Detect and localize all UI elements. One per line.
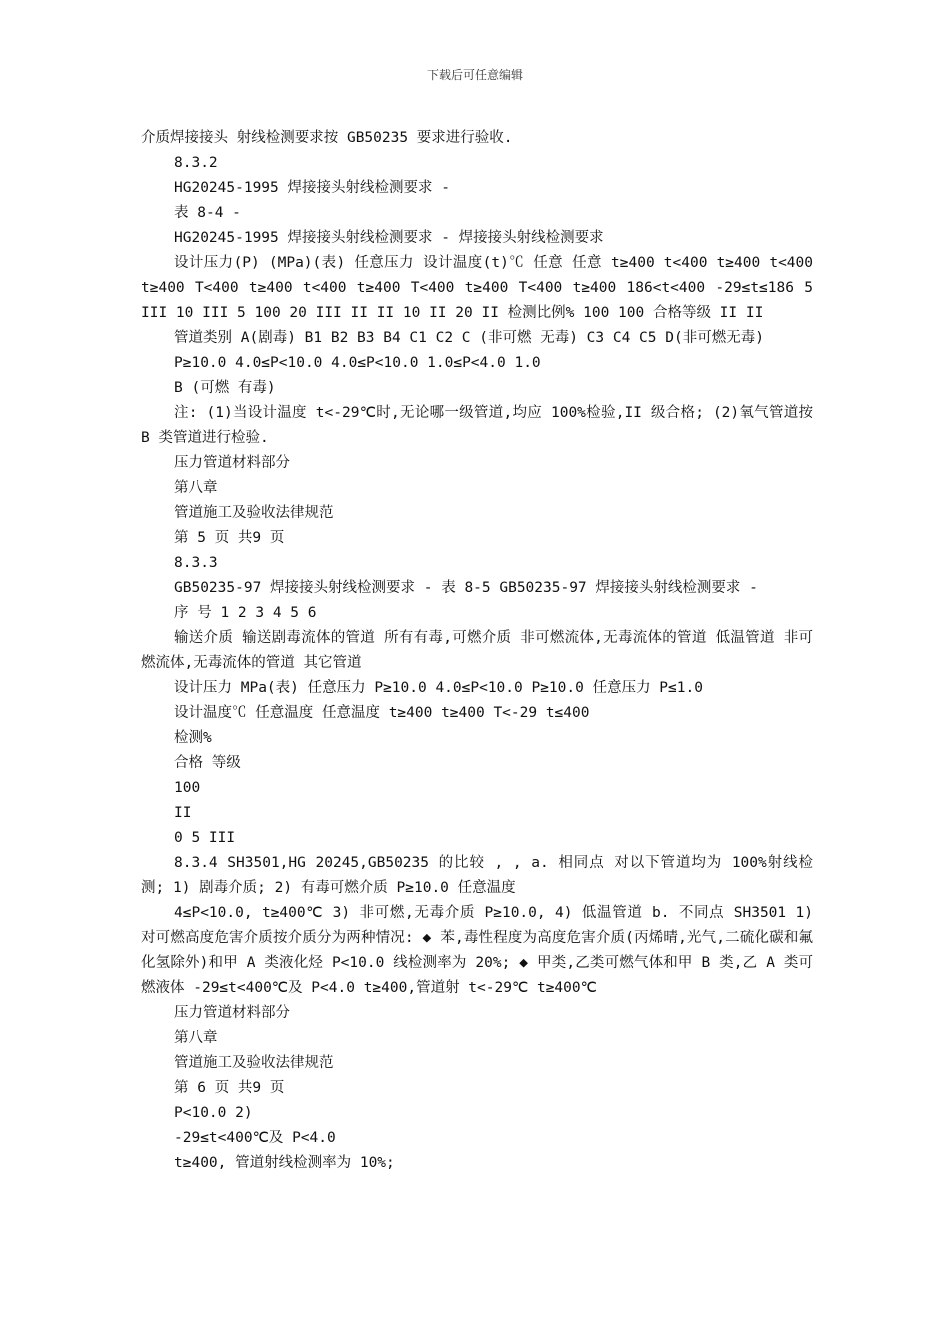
- paragraph: HG20245-1995 焊接接头射线检测要求 -: [174, 180, 450, 196]
- paragraph: 管道施工及验收法律规范: [174, 505, 334, 521]
- paragraph: 管道施工及验收法律规范: [174, 1055, 334, 1071]
- paragraph: B (可燃 有毒): [174, 380, 276, 396]
- paragraph: 管道类别 A(剧毒) B1 B2 B3 B4 C1 C2 C (非可燃 无毒) C3 C4 C5 D(非可燃无毒): [174, 330, 764, 346]
- paragraph: 8.3.4 SH3501,HG 20245,GB50235 的比较 , , a. 相同点 对以下管道均为 100%射线检测; 1) 剧毒介质; 2) 有毒可燃介质 P≥10.0 任意温度: [141, 855, 813, 896]
- paragraph: 第 6 页 共9 页: [174, 1080, 285, 1096]
- page-header: 下载后可任意编辑: [426, 68, 523, 82]
- paragraph: 第 5 页 共9 页: [174, 530, 285, 546]
- paragraph: II: [174, 805, 192, 821]
- paragraph: 8.3.3: [174, 555, 218, 571]
- paragraph: -29≤t<400℃及 P<4.0: [174, 1130, 336, 1146]
- paragraph: 设计压力 MPa(表) 任意压力 P≥10.0 4.0≤P<10.0 P≥10.0 任意压力 P≤1.0: [174, 680, 703, 696]
- paragraph: 0 5 III: [174, 830, 236, 846]
- paragraph: 设计压力(P) (MPa)(表) 任意压力 设计温度(t)℃ 任意 任意 t≥400 t<400 t≥400 t<400 t≥400 T<400 t≥400 t<400 t≥400 T<400 t≥400 T<400 t≥400 186<t<400 -29≤t≤186 5 III 10 III 5 100 20 III II II 10 II 20 II 检测比例% 100 100 合格等级 II II: [141, 255, 813, 321]
- paragraph: GB50235-97 焊接接头射线检测要求 - 表 8-5 GB50235-97 焊接接头射线检测要求 -: [174, 580, 758, 596]
- paragraph: 介质焊接接头 射线检测要求按 GB50235 要求进行验收.: [141, 130, 513, 146]
- paragraph: P<10.0 2): [174, 1105, 253, 1121]
- paragraph: 合格 等级: [174, 755, 241, 771]
- paragraph: 检测%: [174, 730, 212, 746]
- paragraph: 输送介质 输送剧毒流体的管道 所有有毒,可燃介质 非可燃流体,无毒流体的管道 低温管道 非可燃流体,无毒流体的管道 其它管道: [141, 630, 813, 671]
- paragraph: 4≤P<10.0, t≥400℃ 3) 非可燃,无毒介质 P≥10.0, 4) 低温管道 b. 不同点 SH3501 1) 对可燃高度危害介质按介质分为两种情况: ◆ 苯,毒性程度为高度危害介质(丙烯晴,光气,二硫化碳和氟 化氢除外)和甲 A 类液化烃 P<10.0 线检测率为 20%; ◆ 甲类,乙类可燃气体和甲 B 类,乙 A 类可燃液体 -29≤t<400℃及 P<4.0 t≥400,管道射 t<-29℃ t≥400℃: [141, 905, 813, 996]
- paragraph: 100: [174, 780, 201, 796]
- document-body: [141, 126, 813, 1176]
- paragraph: 8.3.2: [174, 155, 218, 171]
- paragraph: 设计温度℃ 任意温度 任意温度 t≥400 t≥400 T<-29 t≤400: [174, 705, 590, 721]
- paragraph: 第八章: [174, 480, 218, 496]
- paragraph: 表 8-4 -: [174, 205, 241, 221]
- paragraph: HG20245-1995 焊接接头射线检测要求 - 焊接接头射线检测要求: [174, 230, 604, 246]
- paragraph: 序 号 1 2 3 4 5 6: [174, 605, 317, 621]
- paragraph: 压力管道材料部分: [174, 455, 290, 471]
- paragraph: 注: (1)当设计温度 t<-29℃时,无论哪一级管道,均应 100%检验,II 级合格; (2)氧气管道按 B 类管道进行检验.: [141, 405, 813, 446]
- paragraph: 第八章: [174, 1030, 218, 1046]
- paragraph: t≥400, 管道射线检测率为 10%;: [174, 1155, 395, 1171]
- paragraph: P≥10.0 4.0≤P<10.0 4.0≤P<10.0 1.0≤P<4.0 1.0: [174, 355, 541, 371]
- paragraph: 压力管道材料部分: [174, 1005, 290, 1021]
